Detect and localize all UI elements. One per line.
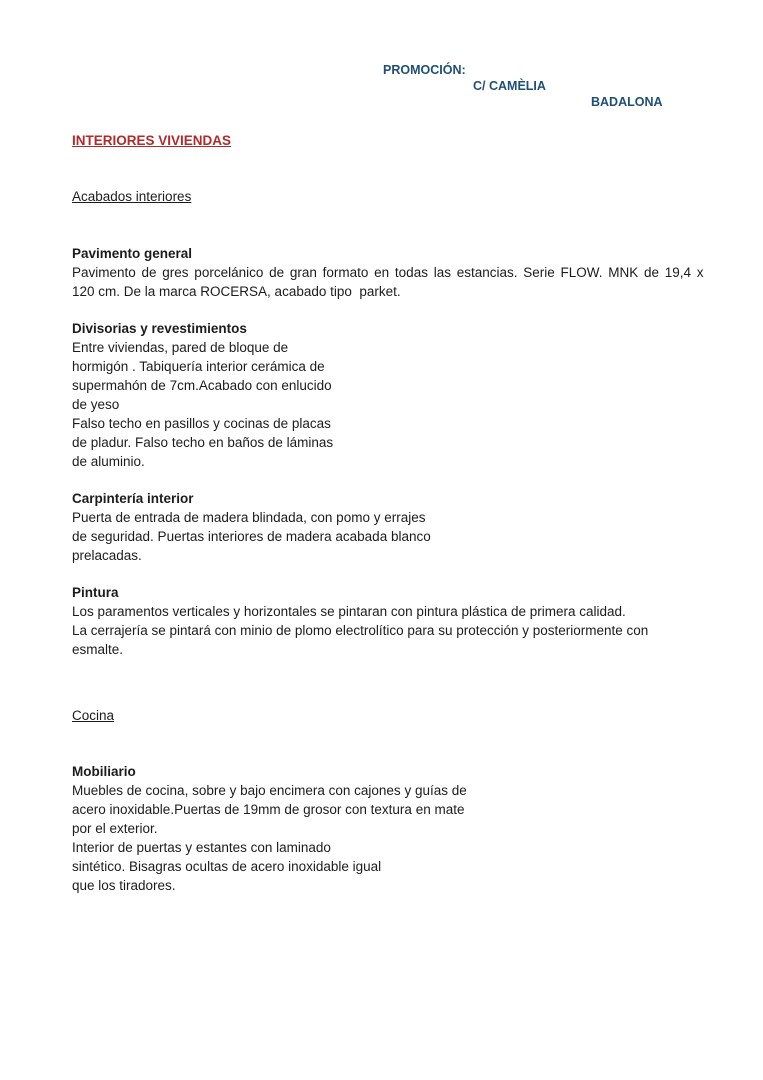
promo-city: BADALONA [591,95,663,109]
document-title: INTERIORES VIVIENDAS [72,133,232,148]
body-line: Falso techo en pasillos y cocinas de placas [72,416,331,431]
section-heading-carpinteria: Carpintería interior [72,491,194,506]
body-line: supermahón de 7cm.Acabado con enlucido [72,378,332,393]
section-mobiliario [72,762,712,895]
body-line: Pavimento de gres porcelánico de gran formato en todas las estancias. Serie FLOW. MNK de 19,4 x [72,265,704,280]
body-line: esmalte. [72,642,124,657]
body-line: Puerta de entrada de madera blindada, con pomo y errajes [72,510,426,525]
body-line: Interior de puertas y estantes con laminado [72,840,331,855]
subtitle-acabados-interiores: Acabados interiores [72,189,192,204]
body-line: Entre viviendas, pared de bloque de [72,340,289,355]
promo-street: C/ CAMÈLIA [473,79,546,93]
body-line: de pladur. Falso techo en baños de láminas [72,435,334,450]
section-heading-divisorias: Divisorias y revestimientos [72,321,247,336]
body-line: hormigón . Tabiquería interior cerámica de [72,359,325,374]
section-divisorias-revestimientos [72,319,712,471]
body-line: La cerrajería se pintará con minio de plomo electrolítico para su protección y posteriormente con [72,623,649,638]
body-line: de yeso [72,397,120,412]
subtitle-cocina: Cocina [72,708,115,723]
body-line: por el exterior. [72,821,158,836]
body-line: Muebles de cocina, sobre y bajo encimera con cajones y guías de [72,783,467,798]
section-carpinteria-interior [72,489,712,565]
body-line: prelacadas. [72,548,142,563]
section-heading-mobiliario: Mobiliario [72,764,136,779]
body-line: acero inoxidable.Puertas de 19mm de grosor con textura en mate [72,802,465,817]
body-line: que los tiradores. [72,878,176,893]
section-pintura [72,583,712,659]
section-pavimento-general [72,244,712,301]
section-heading-pintura: Pintura [72,585,119,600]
document-content [72,0,712,895]
body-line: Los paramentos verticales y horizontales se pintaran con pintura plástica de primera calidad. [72,604,626,619]
body-line: de aluminio. [72,454,145,469]
body-line: 120 cm. De la marca ROCERSA, acabado tipo parket. [72,284,401,299]
body-line: de seguridad. Puertas interiores de madera acabada blanco [72,529,431,544]
promo-label: PROMOCIÓN: [383,63,466,77]
section-heading-pavimento: Pavimento general [72,246,193,261]
body-line: sintético. Bisagras ocultas de acero inoxidable igual [72,859,382,874]
